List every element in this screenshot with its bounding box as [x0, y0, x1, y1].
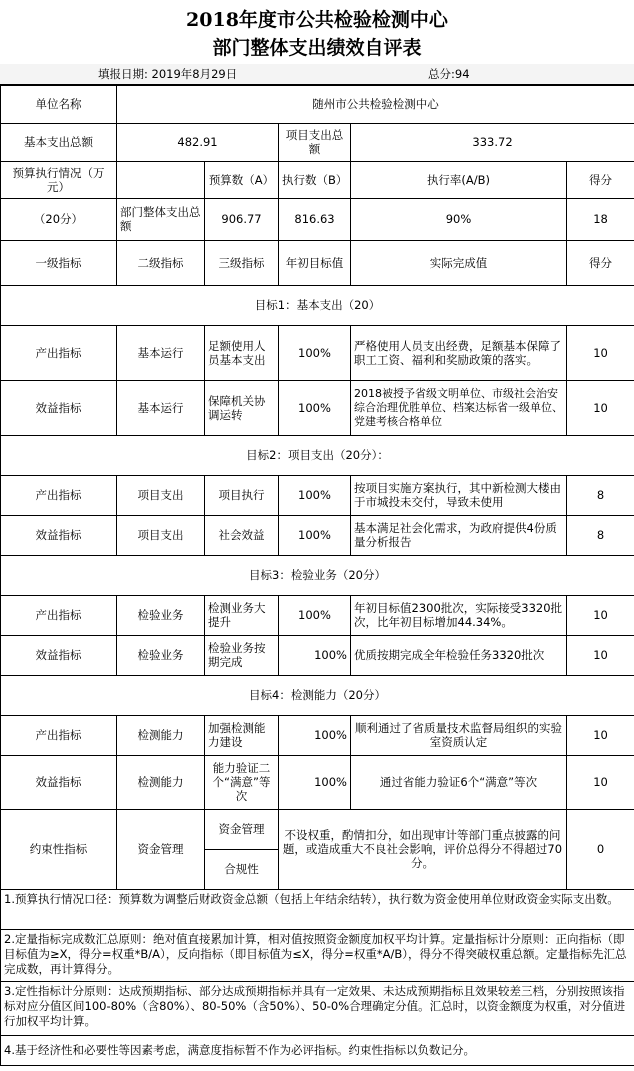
- executed-value: 816.63: [279, 198, 351, 240]
- goal-row-score: 10: [567, 755, 634, 809]
- goal-row-score: 10: [567, 635, 634, 675]
- note-4: 4.基于经济性和必要性等因素考虑，满意度指标暂不作为必评指标。约束性指标以负数记分。: [1, 1035, 634, 1065]
- goal-row-actual: 按项目实施方案执行，其中新检测大楼由于市城投未交付，导致未使用: [351, 475, 567, 515]
- index-header-target: 年初目标值: [279, 240, 351, 285]
- goal-row-score: 8: [567, 515, 634, 555]
- goal-row-target: 100%: [279, 325, 351, 380]
- goal-row-l1: 产出指标: [1, 595, 117, 635]
- goal-row-l1: 效益指标: [1, 755, 117, 809]
- total-score: 总分:94: [425, 64, 634, 84]
- budget-header-rate: 执行率(A/B): [351, 161, 567, 198]
- constraint-l2: 资金管理: [117, 809, 205, 889]
- goal-row-l3: 检测业务大提升: [205, 595, 279, 635]
- constraint-l3-fund: 资金管理: [205, 809, 279, 849]
- budget-header-label: 预算执行情况（万元）: [1, 161, 117, 198]
- project-total-value: 333.72: [351, 123, 634, 161]
- goal-row-target: 100%: [279, 380, 351, 435]
- goal-row-target: 100%: [279, 635, 351, 675]
- goal-row-l3: 社会效益: [205, 515, 279, 555]
- goal-row-l2: 检测能力: [117, 715, 205, 755]
- goal-row-actual: 严格使用人员支出经费，足额基本保障了职工工资、福利和奖励政策的落实。: [351, 325, 567, 380]
- goal-row-l1: 效益指标: [1, 380, 117, 435]
- form-title-line2: 部门整体支出绩效自评表: [212, 37, 422, 59]
- goal-row-l1: 产出指标: [1, 325, 117, 380]
- goal-row-actual: 顺利通过了省质量技术监督局组织的实验室资质认定: [351, 715, 567, 755]
- budget-item: 部门整体支出总额: [117, 198, 205, 240]
- goal-row-l2: 项目支出: [117, 475, 205, 515]
- goal-row-l3: 足额使用人员基本支出: [205, 325, 279, 380]
- goal-row-l2: 检验业务: [117, 635, 205, 675]
- basic-total-value: 482.91: [117, 123, 279, 161]
- goal-row-l2: 基本运行: [117, 380, 205, 435]
- goal-title: 目标4：检测能力（20分）: [1, 675, 634, 715]
- index-header-level2: 二级指标: [117, 240, 205, 285]
- goal-row-l3: 检验业务按期完成: [205, 635, 279, 675]
- goal-row-l1: 产出指标: [1, 715, 117, 755]
- budget-header-budget: 预算数（A）: [205, 161, 279, 198]
- goal-row-l3: 能力验证二个“满意”等次: [205, 755, 279, 809]
- goal-row-target: 100%: [279, 715, 351, 755]
- note-1: 1.预算执行情况口径：预算数为调整后财政资金总额（包括上年结余结转），执行数为资金使用单位财政资金实际支出数。: [1, 889, 634, 929]
- note-2: 2.定量指标完成数汇总原则：绝对值直接累加计算，相对值按照资金额度加权平均计算。定量指标计分原则：正向指标（即目标值为≥X，得分=权重*B/A），反向指标（即目标值为≤X，得分=权重*A/B），得分不得突破权重总额。定量指标先汇总完成数，再计算得分。: [1, 929, 634, 981]
- goal-row-actual: 基本满足社会化需求，为政府提供4份质量分析报告: [351, 515, 567, 555]
- budget-header-executed: 执行数（B）: [279, 161, 351, 198]
- note-3: 3.定性指标计分原则：达成预期指标、部分达成预期指标并具有一定效果、未达成预期指标且效果较差三档，分别按照该指标对应分值区间100-80%（含80%）、80-50%（含50%）、50-0%合理确定分值。汇总时，以资金额度为权重，对分值进行加权平均计算。: [1, 981, 634, 1035]
- basic-total-label: 基本支出总额: [1, 123, 117, 161]
- unit-value: 随州市公共检验检测中心: [117, 85, 634, 123]
- index-header-actual: 实际完成值: [351, 240, 567, 285]
- form-title-line1: 2018年度市公共检验检测中心: [186, 9, 448, 31]
- goal-row-score: 8: [567, 475, 634, 515]
- unit-label: 单位名称: [1, 85, 117, 123]
- constraint-l1: 约束性指标: [1, 809, 117, 889]
- budget-weight: （20分）: [1, 198, 117, 240]
- goal-row-target: 100%: [279, 515, 351, 555]
- goal-row-l2: 检测能力: [117, 755, 205, 809]
- goal-row-actual: 2018被授予省级文明单位、市级社会治安综合治理优胜单位、档案达标省一级单位、党建考核合格单位: [351, 380, 567, 435]
- goal-title: 目标3：检验业务（20分）: [1, 555, 634, 595]
- constraint-desc: 不设权重，酌情扣分，如出现审计等部门重点披露的问题，或造成重大不良社会影响，评价总得分不得超过70分。: [279, 809, 567, 889]
- goal-row-score: 10: [567, 325, 634, 380]
- main-table: [0, 85, 634, 1066]
- goal-row-target: 100%: [279, 595, 351, 635]
- goal-row-actual: 优质按期完成全年检验任务3320批次: [351, 635, 567, 675]
- index-header-level1: 一级指标: [1, 240, 117, 285]
- goal-title: 目标2：项目支出（20分）：: [1, 435, 634, 475]
- goal-row-l3: 项目执行: [205, 475, 279, 515]
- goal-row-actual: 通过省能力验证6个“满意”等次: [351, 755, 567, 809]
- goal-row-score: 10: [567, 715, 634, 755]
- budget-value: 906.77: [205, 198, 279, 240]
- constraint-score: 0: [567, 809, 634, 889]
- constraint-l3-compliance: 合规性: [205, 849, 279, 889]
- project-total-label: 项目支出总额: [279, 123, 351, 161]
- goal-row-target: 100%: [279, 755, 351, 809]
- goal-row-l3: 保障机关协调运转: [205, 380, 279, 435]
- goal-row-l3: 加强检测能力建设: [205, 715, 279, 755]
- goal-title: 目标1：基本支出（20）: [1, 285, 634, 325]
- budget-score: 18: [567, 198, 634, 240]
- goal-row-l2: 项目支出: [117, 515, 205, 555]
- goal-row-target: 100%: [279, 475, 351, 515]
- index-header-level3: 三级指标: [205, 240, 279, 285]
- goal-row-actual: 年初目标值2300批次，实际接受3320批次，比年初目标增加44.34%。: [351, 595, 567, 635]
- goal-row-score: 10: [567, 595, 634, 635]
- goal-row-score: 10: [567, 380, 634, 435]
- goal-row-l2: 基本运行: [117, 325, 205, 380]
- goal-row-l1: 产出指标: [1, 475, 117, 515]
- goal-row-l2: 检验业务: [117, 595, 205, 635]
- rate-value: 90%: [351, 198, 567, 240]
- goal-row-l1: 效益指标: [1, 515, 117, 555]
- index-header-score: 得分: [567, 240, 634, 285]
- goal-row-l1: 效益指标: [1, 635, 117, 675]
- budget-header-score: 得分: [567, 161, 634, 198]
- meta-row: [0, 64, 634, 85]
- fill-date: 填报日期: 2019年8月29日: [95, 64, 425, 84]
